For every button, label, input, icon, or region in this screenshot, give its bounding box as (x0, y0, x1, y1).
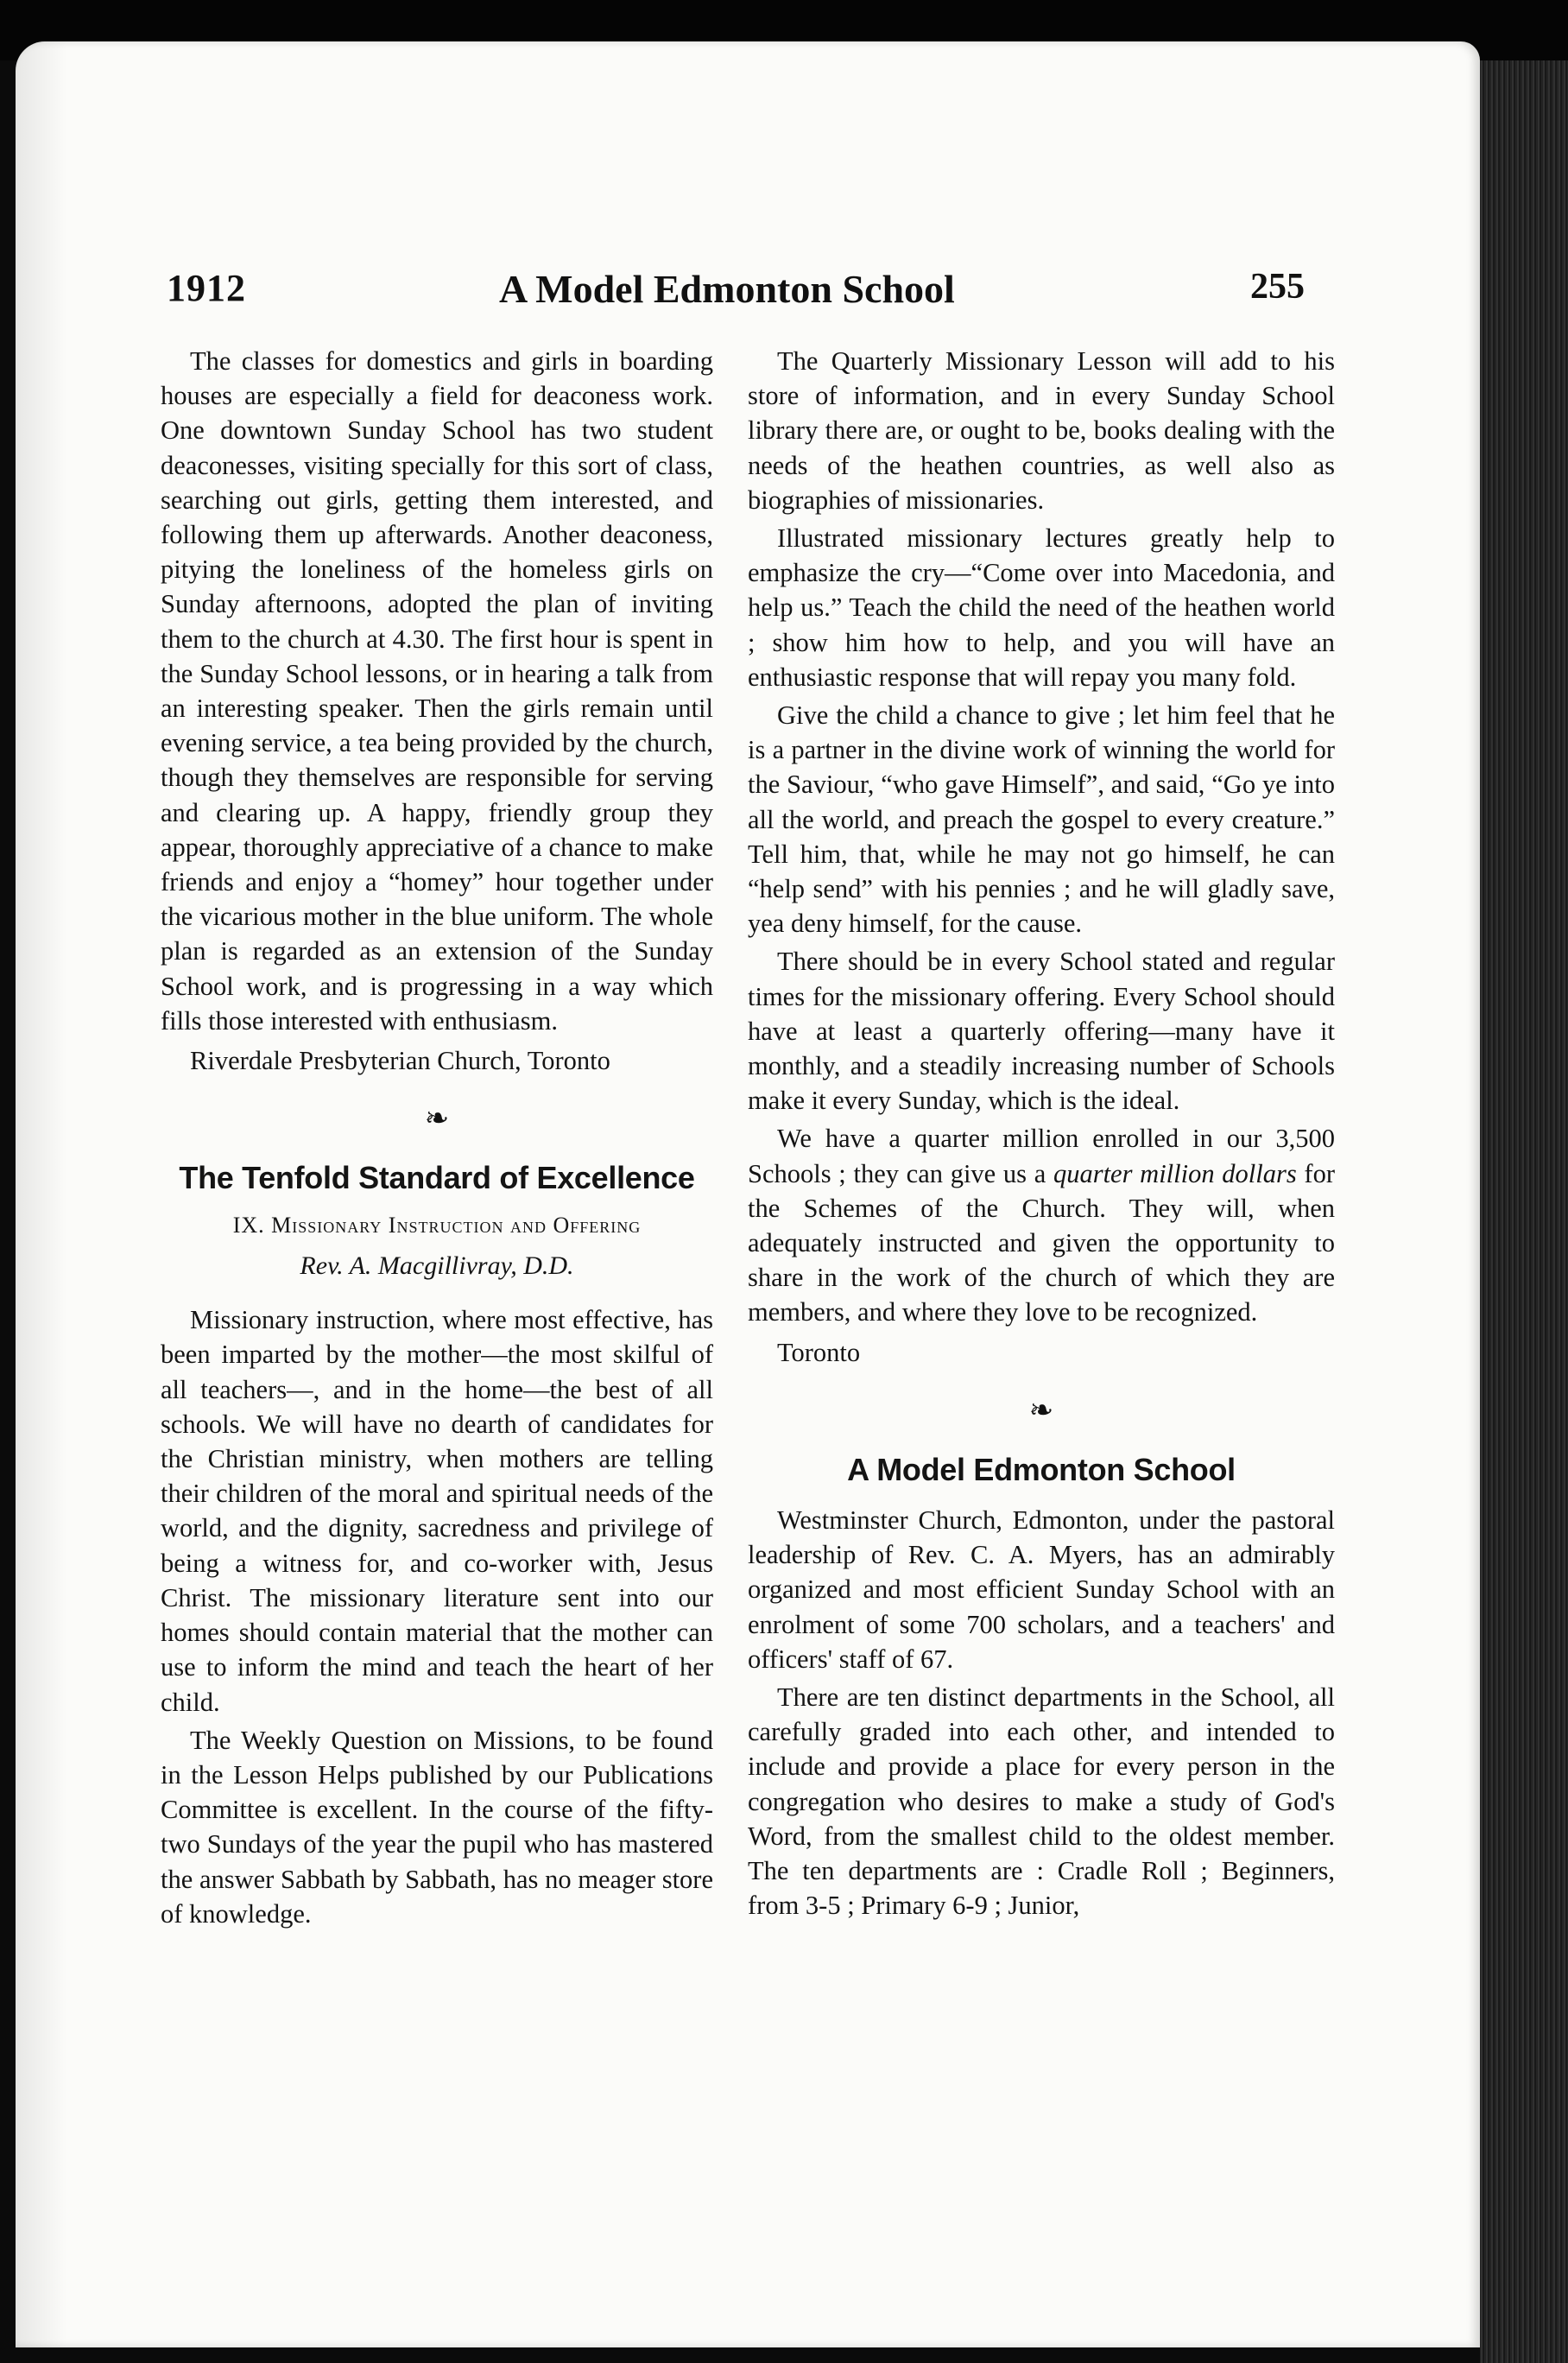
ornament-leaf-icon: ❧ (424, 1103, 450, 1136)
article-heading-edmonton: A Model Edmonton School (847, 1451, 1236, 1487)
article-heading-tenfold: The Tenfold Standard of Excellence (179, 1160, 695, 1196)
book-page-edges (1480, 60, 1568, 2363)
paragraph-quarterly-lesson: The Quarterly Missionary Lesson will add to his store of information, and in every Sunday School library there are, or ought to be, books dealing with the needs of the heathen countries, as well also as biographies of missionaries. (748, 346, 1335, 515)
paragraph-westminster-church: Westminster Church, Edmonton, under the pastoral leadership of Rev. C. A. Myers, has an admirably organized and most efficient Sunday School with an enrolment of some 700 scholars, and a teachers' and officers' staff of 67. (748, 1505, 1335, 1674)
paragraph-illustrated-lectures: Illustrated missionary lectures greatly help to emphasize the cry—“Come over into Macedonia, and help us.” Teach the child the need of the heathen world ; show him how to help, and you will have an enthusiastic response that will repay you many fold. (748, 523, 1335, 692)
paragraph-deaconess-work: The classes for domestics and girls in boarding houses are especially a field for deaconess work. One downtown Sunday School has two student deaconesses, visiting specially for this sort of class, searching out girls, getting them interested, and following them up afterwards. Another deaconess, pitying the loneliness of the homeless girls on Sunday afternoons, adopted the plan of inviting them to the church at 4.30. The first hour is spent in the Sunday School lessons, or in hearing a talk from an interesting speaker. Then the girls remain until evening service, a tea being provided by the church, though they themselves are responsible for serving and clearing up. A happy, friendly group they appear, thoroughly appreciative of a chance to make friends and enjoy a “homey” hour together under the vicarious mother in the blue uniform. The whole plan is regarded as an extension of the Sunday School work, and is progressing in a way which fills those interested with enthusiasm. (161, 346, 713, 1036)
left-column (161, 344, 713, 1931)
signoff-toronto: Toronto (777, 1337, 861, 1367)
paragraph-quarter-million-end: for the Schemes of the Church. They will, when adequately instructed and given the opportunity to share in the work of the church of which they are members, and where they love to be recognized. (748, 1158, 1335, 1327)
ornament-leaf-icon-2: ❧ (1028, 1394, 1054, 1427)
running-head (16, 240, 1480, 326)
article-author: Rev. A. Macgillivray, D.D. (300, 1251, 574, 1281)
paragraph-quarter-million-start: We have a quarter million enrolled in our 3,500 Schools ; they can give us a (748, 1124, 1335, 1188)
running-head-title: A Model Edmonton School (499, 267, 955, 311)
section-heading-missionary: IX. Missionary Instruction and Offering (232, 1213, 642, 1239)
paragraph-missionary-instruction: Missionary instruction, where most effective, has been imparted by the mother—the most skilful of all teachers—, and in the home—the best of all schools. We will have no dearth of candidates for the Christian ministry, when mothers are telling their children of the moral and spiritual needs of the world, and the dignity, sacredness and privilege of being a witness for, and co-worker with, Jesus Christ. The missionary literature sent into our homes should contain material that the mother can use to inform the mind and teach the heart of her child. (161, 1305, 713, 1717)
signoff-riverdale: Riverdale Presbyterian Church, Toronto (190, 1046, 610, 1076)
paragraph-quarter-million (748, 1121, 1335, 1329)
paragraph-regular-offering: There should be in every School stated and regular times for the missionary offering. Every School should have at least a quarterly offering—many have it monthly, and a steadily increasing number of Schools make it every Sunday, which is the ideal. (748, 947, 1335, 1116)
book-page (16, 41, 1480, 2347)
paragraph-weekly-question: The Weekly Question on Missions, to be found in the Lesson Helps published by our Publications Committee is excellent. In the course of the fifty-two Sundays of the year the pupil who has mastered the answer Sabbath by Sabbath, has no meager store of knowledge. (161, 1725, 713, 1929)
running-head-year: 1912 (167, 267, 246, 309)
right-column (748, 344, 1335, 1923)
paragraph-quarter-million-emphasis: quarter million dollars (1053, 1158, 1297, 1188)
page-number: 255 (1250, 267, 1305, 307)
paragraph-ten-departments: There are ten distinct departments in the School, all carefully graded into each other, and intended to include and provide a place for every person in the congregation who desires to make a study of God's Word, from the smallest child to the oldest member. The ten departments are : Cradle Roll ; Beginners, from 3-5 ; Primary 6-9 ; Junior, (748, 1682, 1335, 1921)
paragraph-give-the-child: Give the child a chance to give ; let him feel that he is a partner in the divine work of winning the world for the Saviour, “who gave Himself”, and said, “Go ye into all the world, and preach the gospel to every creature.” Tell him, that, while he may not go himself, he can “help send” with his pennies ; and he will gladly save, yea deny himself, for the cause. (748, 700, 1335, 939)
